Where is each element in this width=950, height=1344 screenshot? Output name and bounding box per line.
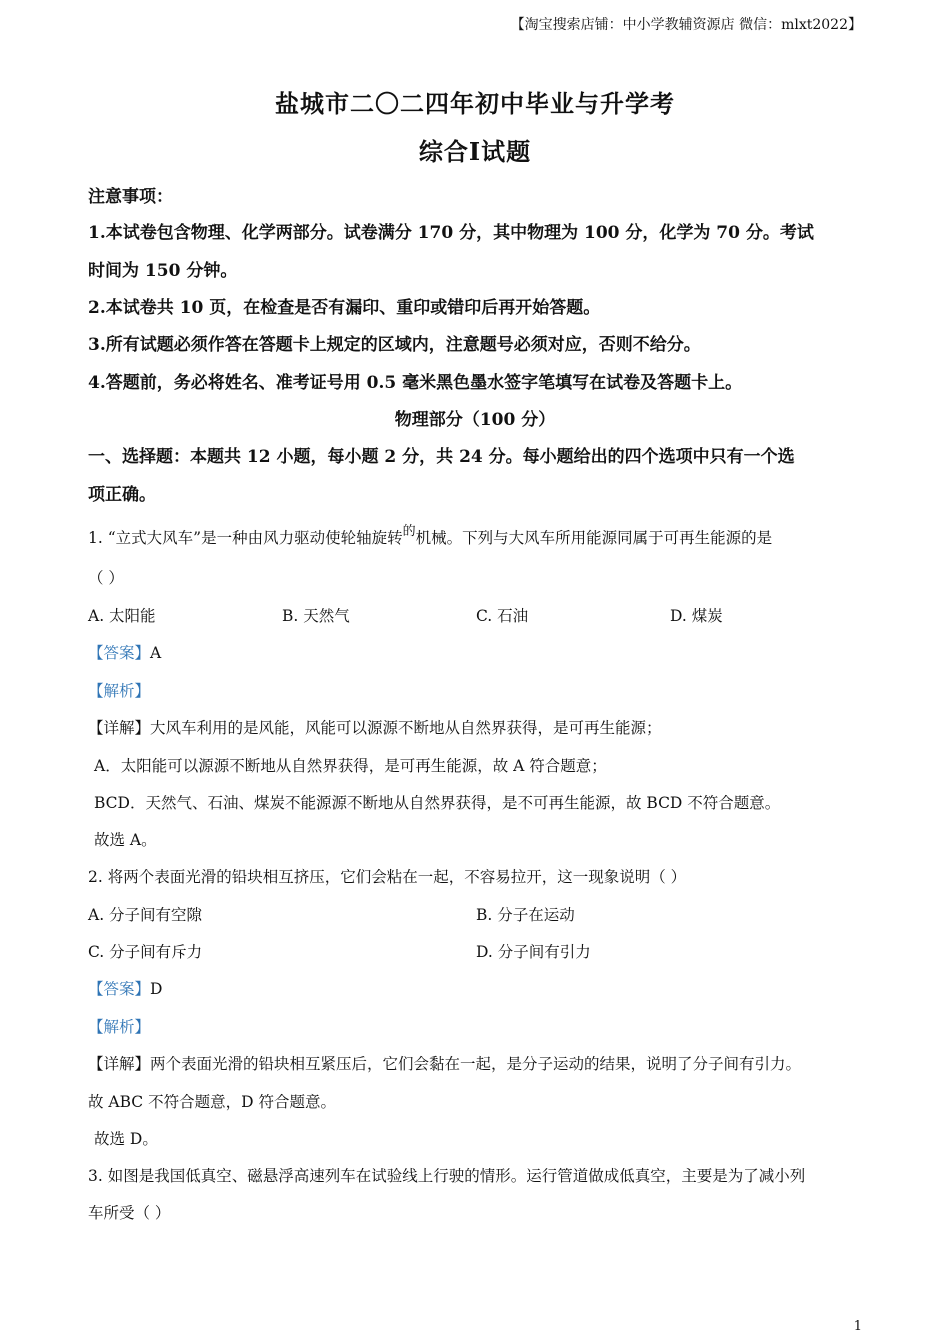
notice-item-2: 2.本试卷共 10 页，在检查是否有漏印、重印或错印后再开始答题。 xyxy=(88,298,601,318)
part1-instructions-line-2: 项正确。 xyxy=(88,485,156,505)
section-title: 物理部分（100 分） xyxy=(394,410,556,430)
q2-answer-tag: 【答案】 xyxy=(88,980,151,998)
q1-detail-text: 大风车利用的是风能，风能可以源源不断地从自然界获得，是可再生能源； xyxy=(150,719,662,737)
q1-conclusion: 故选 A。 xyxy=(94,831,157,849)
q2-option-c: C. 分子间有斥力 xyxy=(88,943,203,961)
q2-option-d: D. 分子间有引力 xyxy=(476,943,591,961)
part1-instructions-line-1: 一、选择题：本题共 12 小题，每小题 2 分，共 24 分。每小题给出的四个选项中只有一个选 xyxy=(88,447,795,467)
q1-stem-superscript: 的 xyxy=(402,524,416,539)
q1-detail-option-a: A．太阳能可以源源不断地从自然界获得，是可再生能源，故 A 符合题意； xyxy=(94,757,607,775)
q1-answer xyxy=(88,641,161,663)
q1-detail-option-bcd: BCD．天然气、石油、煤炭不能源源不断地从自然界获得，是不可再生能源，故 BCD 不符合题意。 xyxy=(94,794,781,812)
q1-option-d: D. 煤炭 xyxy=(670,607,723,625)
q2-detail-text: 两个表面光滑的铅块相互紧压后，它们会黏在一起，是分子运动的结果，说明了分子间有引力。 xyxy=(150,1055,802,1073)
exam-title: 盐城市二〇二四年初中毕业与升学考 xyxy=(275,89,675,118)
exam-subtitle: 综合Ⅰ试题 xyxy=(418,137,532,166)
q1-stem-part-b: 机械。下列与大风车所用能源同属于可再生能源的是 xyxy=(415,529,773,547)
q2-detail-tag: 【详解】 xyxy=(88,1055,151,1073)
q2-detail-line-2: 故 ABC 不符合题意，D 符合题意。 xyxy=(88,1093,336,1111)
q1-answer-value: A xyxy=(150,644,162,662)
q1-answer-blank: （ ） xyxy=(88,569,124,587)
q2-option-b: B. 分子在运动 xyxy=(476,906,575,924)
q1-analysis-tag: 【解析】 xyxy=(88,682,151,700)
q2-conclusion: 故选 D。 xyxy=(94,1130,158,1148)
q2-detail xyxy=(88,1052,801,1074)
notice-item-1-line-2: 时间为 150 分钟。 xyxy=(88,261,238,281)
q1-answer-tag: 【答案】 xyxy=(88,644,151,662)
q1-option-c: C. 石油 xyxy=(476,607,529,625)
q1-option-a: A. 太阳能 xyxy=(88,607,156,625)
q1-detail xyxy=(88,716,662,738)
q1-detail-tag: 【详解】 xyxy=(88,719,151,737)
q2-stem: 2. 将两个表面光滑的铅块相互挤压，它们会粘在一起，不容易拉开，这一现象说明（ ） xyxy=(88,868,687,886)
q2-answer xyxy=(88,977,162,999)
page-header: 【淘宝搜索店铺：中小学教辅资源店 微信：mlxt2022】 xyxy=(510,17,862,33)
q1-stem-part-a: 1. “立式大风车”是一种由风力驱动使轮轴旋转 xyxy=(88,529,403,547)
page-number: 1 xyxy=(853,1319,862,1334)
notice-item-1-line-1: 1.本试卷包含物理、化学两部分。试卷满分 170 分，其中物理为 100 分，化学为 70 分。考试 xyxy=(88,223,814,243)
q3-stem-line-2: 车所受（ ） xyxy=(88,1204,171,1222)
q1-stem xyxy=(88,526,772,548)
q2-analysis-tag: 【解析】 xyxy=(88,1018,151,1036)
q1-option-b: B. 天然气 xyxy=(282,607,350,625)
notice-item-3: 3.所有试题必须作答在答题卡上规定的区域内，注意题号必须对应，否则不给分。 xyxy=(88,335,701,355)
notice-heading: 注意事项： xyxy=(88,187,173,207)
notice-item-4: 4.答题前，务必将姓名、准考证号用 0.5 毫米黑色墨水签字笔填写在试卷及答题卡上。 xyxy=(88,373,743,393)
q2-answer-value: D xyxy=(150,980,163,998)
q3-stem-line-1: 3. 如图是我国低真空、磁悬浮高速列车在试验线上行驶的情形。运行管道做成低真空，主要是为了减小列 xyxy=(88,1167,806,1185)
q2-option-a: A. 分子间有空隙 xyxy=(88,906,203,924)
